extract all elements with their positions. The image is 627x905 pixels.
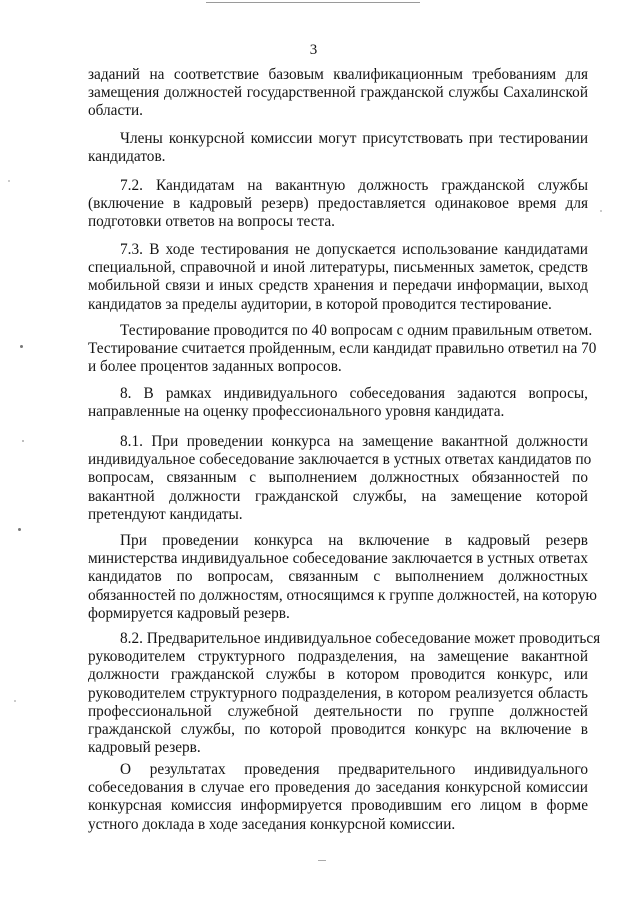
text-line: направленные на оценку профессионального уровня кандидата. [88,403,505,421]
paragraph-9 [88,630,601,757]
paragraph-8 [88,532,597,623]
text-line: гражданской службы, по которой проводится конкурс на включение в [88,721,588,739]
text-line: кандидатов по вопросам, связанным с выполнением должностных [88,568,588,586]
text-line: претендуют кандидаты. [88,505,243,523]
paragraph-7 [88,433,592,524]
text-line: руководителем структурного подразделения, на замещение вакантной [88,648,588,666]
text-line: Тестирование считается пройденным, если кандидат правильно ответил на 70 [88,340,597,358]
paragraph-6 [88,385,588,421]
paragraph-4 [88,241,588,314]
page-number: 3 [309,42,318,58]
scan-speck [14,700,16,702]
text-line: вопросам, связанным с выполнением должностных обязанностей по [88,469,588,487]
text-line: области. [88,102,143,120]
text-line: кандидатов за пределы аудитории, в которой проводится тестирование. [88,295,552,313]
scan-speck [18,528,21,531]
text-line: 8.2. Предварительное индивидуальное собеседование может проводиться [120,630,601,647]
scan-mark [318,860,326,861]
text-line: руководителем структурного подразделения, в котором реализуется область [88,684,588,702]
scan-top-rule [206,2,420,3]
text-line: должности гражданской службы в котором проводится конкурс, или [88,666,588,684]
text-line: собеседования в случае его проведения до заседания конкурсной комиссии [88,779,588,797]
text-line: При проведении конкурса на включение в кадровый резерв [120,532,588,549]
text-line: замещения должностей государственной гражданской службы Сахалинской [88,84,588,102]
text-line: конкурсная комиссия информируется проводившим его лицом в форме [88,797,588,815]
text-line: (включение в кадровый резерв) предоставляется одинаковое время для [88,195,588,213]
text-line: кандидатов. [88,148,166,166]
text-line: заданий на соответствие базовым квалификационным требованиям для [88,66,588,83]
paragraph-10 [88,761,588,834]
text-line: 7.2. Кандидатам на вакантную должность гражданской службы [120,177,588,194]
text-line: вакантной должности гражданской службы, на замещение которой [88,487,588,505]
text-line: специальной, справочной и иной литературы, письменных заметок, средств [88,259,588,277]
text-line: индивидуальное собеседование заключается в устных ответах кандидатов по [88,451,592,469]
text-line: 7.3. В ходе тестирования не допускается использование кандидатами [120,241,588,258]
paragraph-1 [88,66,588,121]
scan-speck [8,180,10,182]
text-line: кадровый резерв. [88,739,201,757]
text-line: профессиональной служебной деятельности по группе должностей [88,702,588,720]
text-line: О результатах проведения предварительного индивидуального [120,761,588,778]
text-line: устного доклада в ходе заседания конкурсной комиссии. [88,815,456,833]
scan-speck [22,440,24,442]
text-line: Тестирование проводится по 40 вопросам с одним правильным ответом. [120,322,593,339]
scan-speck [20,345,23,348]
text-line: министерства индивидуальное собеседование заключается в устных ответах [88,550,588,568]
text-line: формируется кадровый резерв. [88,604,290,622]
paragraph-2 [88,130,588,166]
text-line: 8.1. При проведении конкурса на замещение вакантной должности [120,433,588,450]
text-line: мобильной связи и иных средств хранения и передачи информации, выход [88,277,588,295]
text-line: обязанностей по должностям, относящимся к группе должностей, на которую [88,586,597,604]
text-line: Члены конкурсной комиссии могут присутствовать при тестировании [120,130,588,147]
text-line: подготовки ответов на вопросы теста. [88,213,335,231]
paragraph-3 [88,177,588,232]
text-line: 8. В рамках индивидуального собеседования задаются вопросы, [120,385,588,402]
paragraph-5 [88,322,597,377]
scan-speck [600,210,602,212]
text-line: и более процентов заданных вопросов. [88,358,342,376]
